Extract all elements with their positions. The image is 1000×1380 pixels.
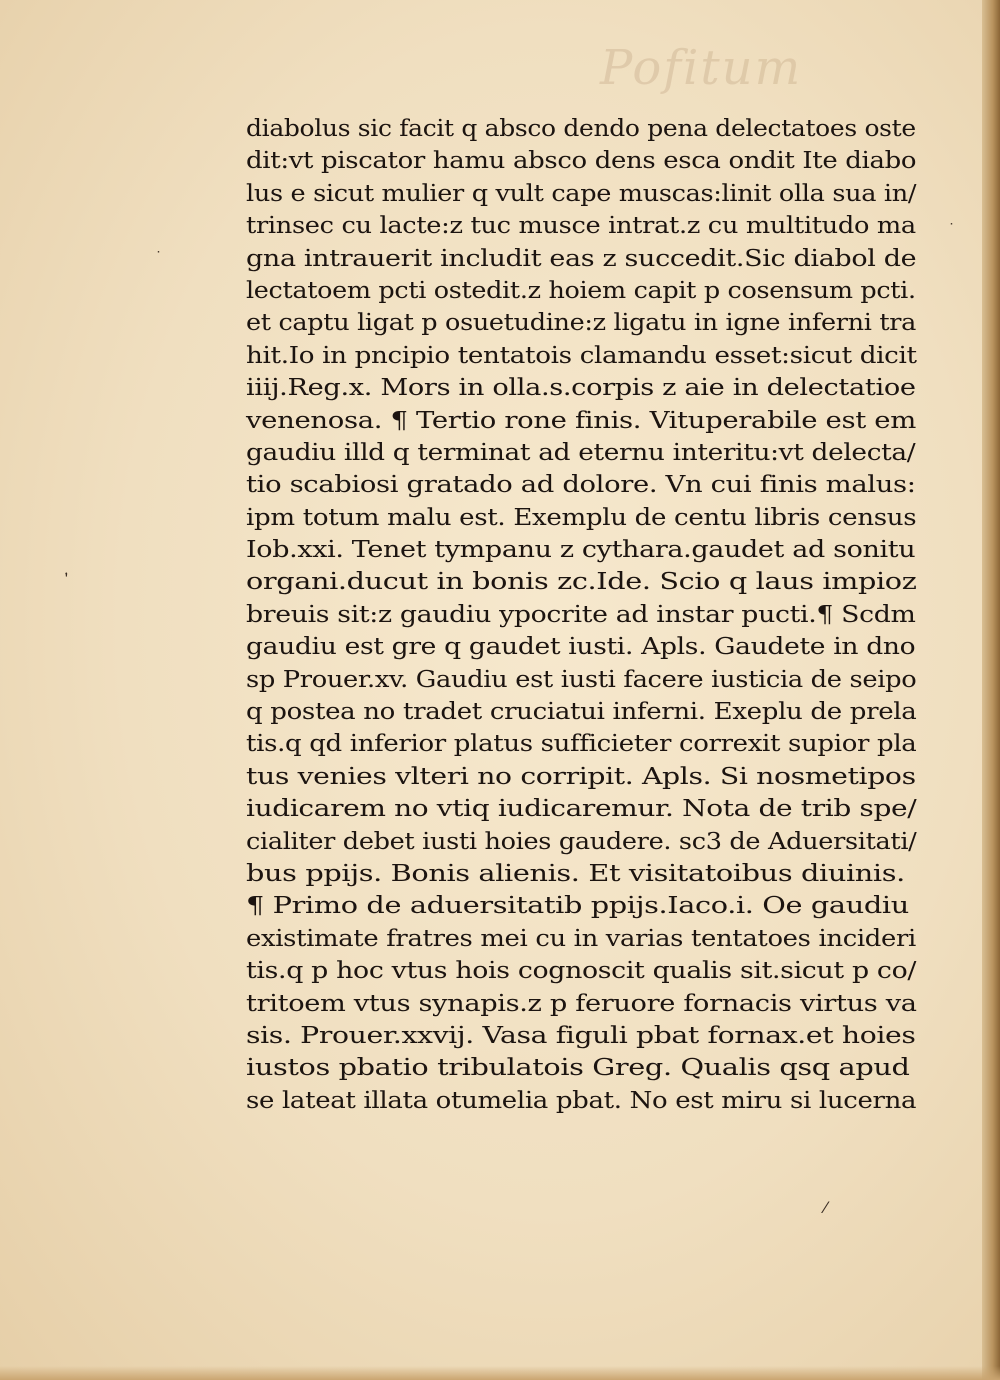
text-line: se lateat illata otumelia pbat. No est miru si lucerna — [246, 1087, 917, 1114]
ink-speck: ˙ — [948, 222, 955, 238]
text-line: existimate fratres mei cu in varias tentatoes incideri — [246, 925, 916, 952]
text-line: iiij.Reg.x. Mors in olla.s.corpis z aie in delectatioe — [246, 375, 916, 402]
bleed-through-text: Pofitum — [600, 40, 803, 96]
text-line: tis.q qd inferior platus sufficieter correxit supior pla — [246, 731, 917, 758]
text-line: breuis sit:z gaudiu ypocrite ad instar pucti.¶ Scdm — [246, 601, 916, 628]
text-line: tus venies vlteri no corripit. Apls. Si nosmetipos — [246, 763, 916, 790]
text-line: Iob.xxi. Tenet tympanu z cythara.gaudet ad sonitu — [246, 537, 916, 564]
text-line: diabolus sic facit q absco dendo pena delectatoes oste — [246, 116, 916, 142]
text-line: gaudiu illd q terminat ad eternu interitu:vt delecta/ — [246, 439, 916, 466]
text-line: iustos pbatio tribulatois Greg. Qualis qsq apud — [246, 1055, 910, 1082]
text-line: hit.Io in pncipio tentatois clamandu esset:sicut dicit — [246, 342, 917, 369]
text-line: venenosa. ¶ Tertio rone finis. Vituperabile est em — [246, 407, 916, 434]
text-line: tio scabiosi gratado ad dolore. Vn cui finis malus: — [246, 472, 916, 499]
text-line: cialiter debet iusti hoies gaudere. sc3 de Aduersitati/ — [246, 828, 917, 855]
text-line: sis. Prouer.xxvij. Vasa figuli pbat fornax.et hoies — [246, 1022, 916, 1049]
ink-speck: ˙ — [155, 250, 162, 266]
text-line: lus e sicut mulier q vult cape muscas:linit olla sua in/ — [246, 180, 917, 207]
text-line: iudicarem no vtiq iudicaremur. Nota de trib spe/ — [246, 796, 917, 823]
text-line: q postea no tradet cruciatui inferni. Exeplu de prela — [246, 699, 917, 726]
text-line: trinsec cu lacte:z tuc musce intrat.z cu multitudo ma — [246, 213, 916, 240]
text-column — [246, 113, 926, 1117]
text-line: bus ppijs. Bonis alienis. Et visitatoibus diuinis. — [246, 860, 905, 887]
text-line: ¶ Primo de aduersitatib ppijs.Iaco.i. Oe gaudiu — [246, 893, 909, 920]
text-line: organi.ducut in bonis zc.Ide. Scio q laus impioz — [246, 569, 917, 596]
text-line: lectatoem pcti ostedit.z hoiem capit p cosensum pcti. — [246, 277, 916, 304]
text-line: dit:vt piscator hamu absco dens esca ondit Ite diabo — [246, 148, 917, 175]
ink-speck: ‚ — [58, 559, 71, 580]
text-line: sp Prouer.xv. Gaudiu est iusti facere iusticia de seipo — [246, 666, 917, 693]
text-line: tritoem vtus synapis.z p feruore fornacis virtus va — [246, 990, 917, 1017]
text-line: gaudiu est gre q gaudet iusti. Apls. Gaudete in dno — [246, 634, 916, 661]
page-edge-right — [982, 0, 1000, 1380]
text-line: ipm totum malu est. Exemplu de centu libris census — [246, 504, 917, 531]
page-edge-bottom — [0, 1366, 1000, 1380]
ink-speck: ⁄ — [824, 1198, 827, 1217]
text-line: tis.q p hoc vtus hois cognoscit qualis sit.sicut p co/ — [246, 958, 917, 985]
text-line: et captu ligat p osuetudine:z ligatu in igne inferni tra — [246, 310, 916, 337]
text-line: gna intrauerit includit eas z succedit.Sic diabol de — [246, 245, 917, 272]
